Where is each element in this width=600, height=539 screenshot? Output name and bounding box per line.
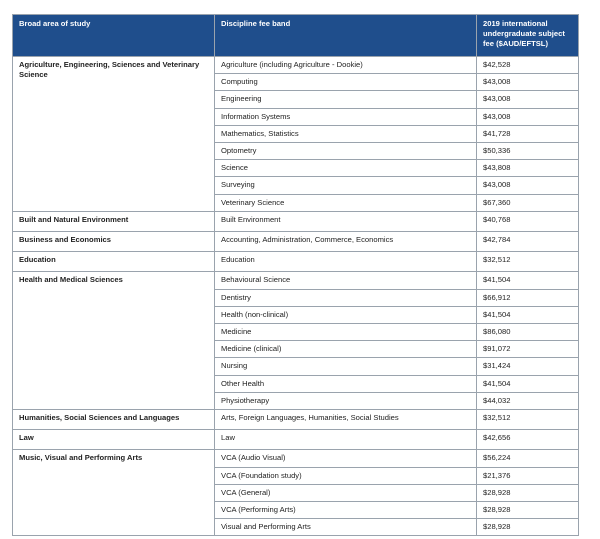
table-row [13, 272, 579, 289]
subject-fee-cell: $28,928 [477, 519, 579, 536]
broad-area-cell: Education [13, 252, 215, 272]
broad-area-cell: Health and Medical Sciences [13, 272, 215, 410]
discipline-band-cell: Science [215, 160, 477, 177]
discipline-band-cell: Law [215, 430, 477, 450]
discipline-band-cell: Visual and Performing Arts [215, 519, 477, 536]
header-subject-fee: 2019 international undergraduate subject fee ($AUD/EFTSL) [477, 15, 579, 57]
broad-area-cell: Law [13, 430, 215, 450]
subject-fee-cell: $41,504 [477, 306, 579, 323]
discipline-band-cell: VCA (General) [215, 484, 477, 501]
subject-fee-cell: $44,032 [477, 392, 579, 409]
discipline-band-cell: Information Systems [215, 108, 477, 125]
discipline-band-cell: Accounting, Administration, Commerce, Economics [215, 232, 477, 252]
discipline-band-cell: VCA (Performing Arts) [215, 502, 477, 519]
subject-fee-cell: $66,912 [477, 289, 579, 306]
table-header [13, 15, 579, 57]
discipline-band-cell: Optometry [215, 143, 477, 160]
subject-fee-cell: $41,728 [477, 125, 579, 142]
discipline-band-cell: Physiotherapy [215, 392, 477, 409]
header-broad-area: Broad area of study [13, 15, 215, 57]
discipline-band-cell: Nursing [215, 358, 477, 375]
subject-fee-cell: $43,008 [477, 177, 579, 194]
discipline-band-cell: Engineering [215, 91, 477, 108]
header-discipline-band: Discipline fee band [215, 15, 477, 57]
table-row [13, 450, 579, 467]
discipline-band-cell: Arts, Foreign Languages, Humanities, Social Studies [215, 410, 477, 430]
discipline-band-cell: Mathematics, Statistics [215, 125, 477, 142]
discipline-band-cell: Built Environment [215, 211, 477, 231]
discipline-band-cell: Behavioural Science [215, 272, 477, 289]
subject-fee-cell: $31,424 [477, 358, 579, 375]
discipline-band-cell: Agriculture (including Agriculture - Dookie) [215, 57, 477, 74]
table-body [13, 57, 579, 536]
table-row [13, 211, 579, 231]
discipline-band-cell: VCA (Audio Visual) [215, 450, 477, 467]
subject-fee-cell: $42,784 [477, 232, 579, 252]
table-row [13, 430, 579, 450]
table-row [13, 252, 579, 272]
subject-fee-cell: $32,512 [477, 410, 579, 430]
subject-fee-cell: $91,072 [477, 341, 579, 358]
subject-fee-cell: $41,504 [477, 272, 579, 289]
discipline-band-cell: Health (non-clinical) [215, 306, 477, 323]
table-row [13, 410, 579, 430]
subject-fee-cell: $67,360 [477, 194, 579, 211]
subject-fee-cell: $86,080 [477, 324, 579, 341]
subject-fee-cell: $43,008 [477, 74, 579, 91]
subject-fee-cell: $28,928 [477, 502, 579, 519]
subject-fee-cell: $21,376 [477, 467, 579, 484]
subject-fee-cell: $43,008 [477, 108, 579, 125]
subject-fee-cell: $56,224 [477, 450, 579, 467]
discipline-band-cell: Surveying [215, 177, 477, 194]
discipline-band-cell: VCA (Foundation study) [215, 467, 477, 484]
broad-area-cell: Business and Economics [13, 232, 215, 252]
subject-fee-cell: $42,528 [477, 57, 579, 74]
discipline-band-cell: Dentistry [215, 289, 477, 306]
subject-fee-cell: $43,008 [477, 91, 579, 108]
subject-fee-cell: $43,808 [477, 160, 579, 177]
subject-fee-cell: $42,656 [477, 430, 579, 450]
broad-area-cell: Music, Visual and Performing Arts [13, 450, 215, 536]
fee-table [12, 14, 579, 536]
broad-area-cell: Agriculture, Engineering, Sciences and Veterinary Science [13, 57, 215, 212]
subject-fee-cell: $32,512 [477, 252, 579, 272]
discipline-band-cell: Medicine [215, 324, 477, 341]
discipline-band-cell: Other Health [215, 375, 477, 392]
subject-fee-cell: $50,336 [477, 143, 579, 160]
subject-fee-cell: $28,928 [477, 484, 579, 501]
broad-area-cell: Built and Natural Environment [13, 211, 215, 231]
header-row [13, 15, 579, 57]
broad-area-cell: Humanities, Social Sciences and Languages [13, 410, 215, 430]
discipline-band-cell: Computing [215, 74, 477, 91]
discipline-band-cell: Education [215, 252, 477, 272]
subject-fee-cell: $40,768 [477, 211, 579, 231]
table-row [13, 57, 579, 74]
subject-fee-cell: $41,504 [477, 375, 579, 392]
table-row [13, 232, 579, 252]
discipline-band-cell: Medicine (clinical) [215, 341, 477, 358]
discipline-band-cell: Veterinary Science [215, 194, 477, 211]
